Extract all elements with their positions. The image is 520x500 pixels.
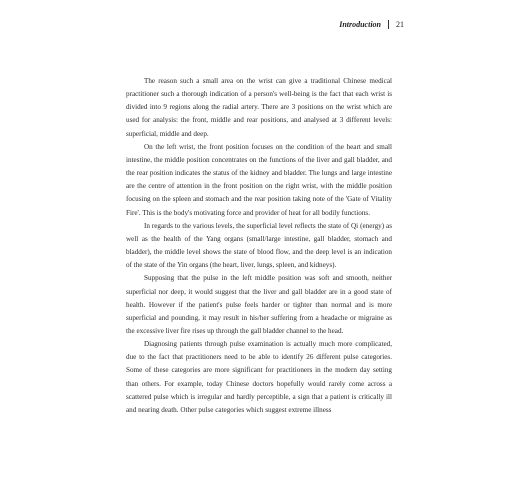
running-head (339, 20, 404, 29)
paragraph: The reason such a small area on the wrist can give a traditional Chinese medical practitioner such a thorough indication of a person's well-being is the fact that each wrist is divided into 9 regions along the radial artery. There are 3 positions on the wrist which are used for analysis: the front, middle and rear positions, and analysed at 3 different levels: superficial, middle and deep. (126, 77, 392, 138)
paragraph: On the left wrist, the front position focuses on the condition of the heart and small intestine, the middle position concentrates on the functions of the liver and gall bladder, and the rear position indicates the status of the kidney and bladder. The lungs and large intestine are the centre of attention in the front position on the right wrist, with the middle position focusing on the spleen and stomach and the rear position taking note of the 'Gate of Vitality Fire'. This is the body's motivating force and provider of heat for all bodily functions. (126, 142, 392, 217)
paragraph: Diagnosing patients through pulse examination is actually much more complicated, due to the fact that practitioners need to be able to identify 26 different pulse categories. Some of these categories are more significant for practitioners in the modern day setting than others. For example, today Chinese doctors hopefully would rarely come across a scattered pulse which is irregular and hardly perceptible, a sign that a patient is critically ill and nearing death. Other pulse categories which suggest extreme illness (126, 340, 392, 414)
header-divider (388, 20, 389, 29)
page-number: 21 (396, 20, 404, 29)
paragraph: In regards to the various levels, the superficial level reflects the state of Qi (energy) as well as the health of the Yang organs (small/large intestine, gall bladder, stomach and bladder), the middle level shows the state of blood flow, and the deep level is an indication of the state of the Yin organs (the heart, liver, lungs, spleen, and kidneys). (126, 221, 392, 270)
body-text (126, 75, 392, 417)
paragraph: Supposing that the pulse in the left middle position was soft and smooth, neither superficial nor deep, it would suggest that the liver and gall bladder are in a good state of health. However if the patient's pulse feels harder or tighter than normal and is more superficial and pounding, it may result in his/her suffering from a headache or migraine as the excessive liver fire rises up through the gall bladder channel to the head. (126, 274, 392, 335)
section-title: Introduction (339, 20, 381, 29)
